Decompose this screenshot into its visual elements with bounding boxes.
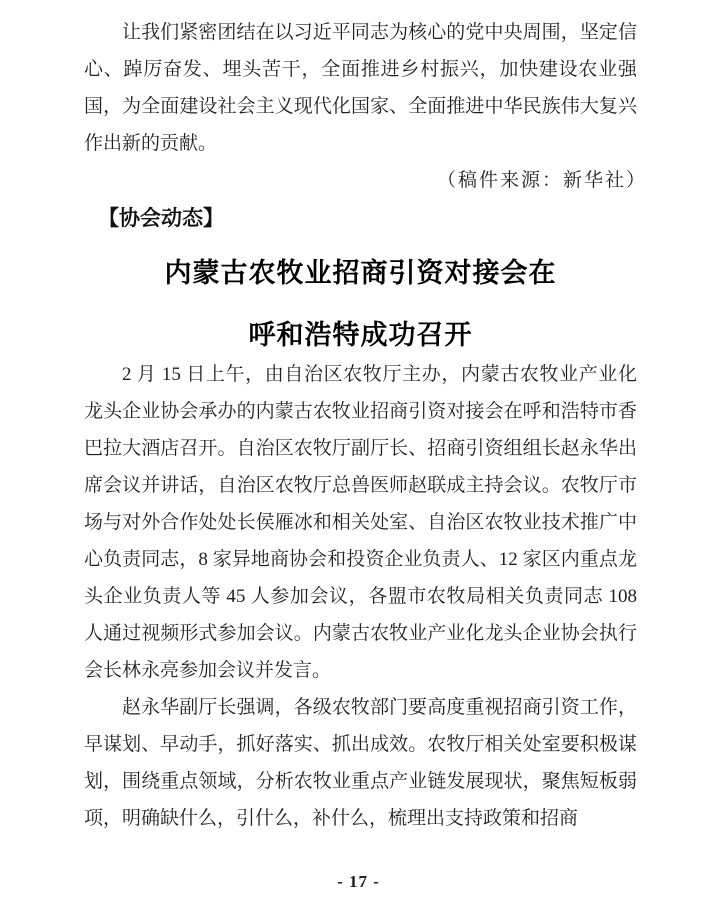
intro-paragraph: 让我们紧密团结在以习近平同志为核心的党中央周围，坚定信心、踔厉奋发、埋头苦干，全面推进乡村振兴，加快建设农业强国，为全面建设社会主义现代化国家、全面推进中华民族伟大复兴作出新的贡献。	[84, 22, 637, 154]
article-paragraph: 2 月 15 日上午，由自治区农牧厅主办，内蒙古农牧业产业化龙头企业协会承办的内蒙古农牧业招商引资对接会在呼和浩特市香巴拉大酒店召开。自治区农牧厅副厅长、招商引资组组长赵永华出席会议并讲话，自治区农牧厅总兽医师赵联成主持会议。农牧厅市场与对外合作处处长侯雁冰和相关处室、自治区农牧业技术推广中心负责同志，8 家异地商协会和投资企业负责人、12 家区内重点龙头企业负责人等 45 人参加会议，各盟市农牧局相关负责同志 108 人通过视频形式参加会议。内蒙古农牧业产业化龙头企业协会执行会长林永亮参加会议并发言。	[84, 364, 637, 681]
article-title-line-1: 内蒙古农牧业招商引资对接会在	[164, 258, 557, 288]
page-number: - 17 -	[337, 872, 380, 891]
section-label: 【协会动态】	[98, 207, 224, 230]
article-paragraph: 赵永华副厅长强调，各级农牧部门要高度重视招商引资工作，早谋划、早动手，抓好落实、抓出成效。农牧厅相关处室要积极谋划，围绕重点领域，分析农牧业重点产业链发展现状，聚焦短板弱项，明确缺什么，引什么，补什么，梳理出支持政策和招商	[84, 697, 637, 829]
source-attribution: （稿件来源：新华社）	[436, 170, 647, 191]
article-title-line-2: 呼和浩特成功召开	[248, 320, 473, 350]
